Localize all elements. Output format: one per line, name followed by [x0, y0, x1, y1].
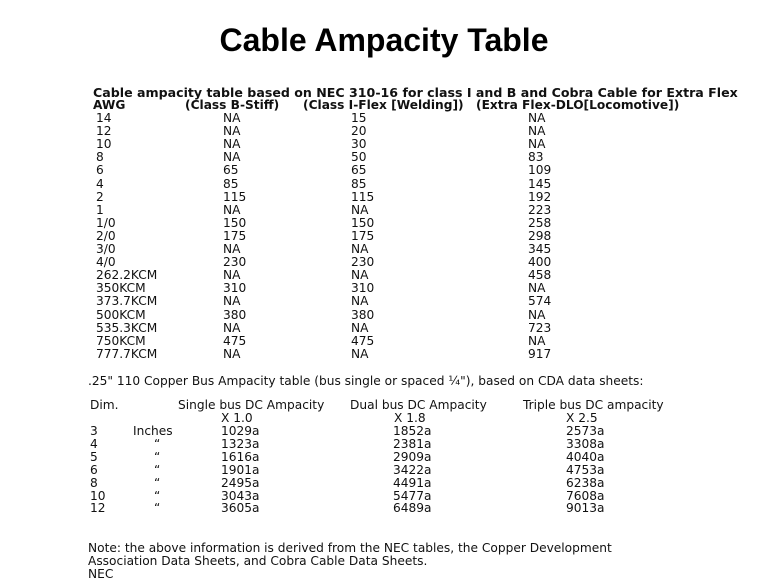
bus-cell-unit: “ — [154, 436, 161, 451]
bus-cell-triple: 7608a — [566, 488, 605, 503]
nec-cell-class-b: NA — [223, 268, 241, 283]
bus-table-header — [88, 398, 728, 411]
nec-table-row — [88, 216, 728, 229]
bus-cell-dual: 4491a — [393, 475, 432, 490]
nec-cell-awg: 777.7KCM — [96, 346, 158, 361]
header-dual: Dual bus DC Ampacity — [350, 398, 487, 412]
nec-cell-dlo: 917 — [528, 346, 552, 361]
nec-cell-dlo: 723 — [528, 320, 552, 335]
note-line-3: NEC — [88, 567, 114, 581]
nec-cell-class-b: NA — [223, 124, 241, 139]
bus-cell-triple: 6238a — [566, 475, 605, 490]
nec-cell-awg: 350KCM — [96, 281, 146, 296]
header-awg: AWG — [93, 98, 126, 112]
bus-cell-unit: “ — [154, 475, 161, 490]
bus-cell-dual: 1852a — [393, 424, 432, 438]
nec-table-row — [88, 229, 728, 242]
header-triple: Triple bus DC ampacity — [523, 398, 664, 412]
nec-cell-class-b: NA — [223, 320, 241, 335]
nec-cell-dlo: NA — [528, 111, 546, 125]
nec-table-row — [88, 255, 728, 268]
nec-cell-awg: 262.2KCM — [96, 268, 158, 283]
nec-table-row — [88, 203, 728, 216]
bus-cell-unit: “ — [154, 501, 161, 516]
note-line-1: Note: the above information is derived from the NEC tables, the Copper Development — [88, 541, 612, 555]
nec-cell-class-i: NA — [351, 294, 369, 309]
bus-cell-single: 1029a — [221, 424, 260, 438]
nec-cell-dlo: 574 — [528, 294, 552, 309]
nec-cell-dlo: NA — [528, 281, 546, 296]
nec-table-row — [88, 242, 728, 255]
nec-cell-class-b: NA — [223, 346, 241, 361]
bus-cell-triple: 3308a — [566, 436, 605, 451]
nec-cell-awg: 3/0 — [96, 242, 116, 256]
nec-cell-dlo: 145 — [528, 176, 552, 191]
bus-cell-dim: 6 — [90, 462, 98, 477]
nec-cell-awg: 2 — [96, 189, 104, 204]
nec-cell-class-i: 65 — [351, 163, 367, 178]
bus-table-row — [88, 476, 728, 489]
nec-cell-dlo: 400 — [528, 255, 552, 270]
nec-cell-class-i: 85 — [351, 176, 367, 191]
header-class-b: (Class B-Stiff) — [185, 98, 280, 112]
nec-cell-dlo: NA — [528, 333, 546, 348]
bus-cell-single: 1616a — [221, 449, 260, 464]
header-dlo: (Extra Flex-DLO[Locomotive]) — [476, 98, 680, 112]
nec-cell-awg: 4/0 — [96, 255, 116, 270]
nec-cell-class-i: NA — [351, 346, 369, 361]
nec-table-row — [88, 163, 728, 176]
nec-cell-class-b: NA — [223, 294, 241, 309]
bus-table-row — [88, 450, 728, 463]
bus-cell-dual: 2381a — [393, 436, 432, 451]
nec-cell-class-i: NA — [351, 320, 369, 335]
nec-cell-awg: 1 — [96, 202, 104, 217]
nec-table-row — [88, 294, 728, 307]
nec-cell-dlo: 192 — [528, 189, 552, 204]
bus-cell-triple: 2573a — [566, 424, 605, 438]
nec-cell-class-b: 175 — [223, 228, 247, 243]
nec-cell-dlo: NA — [528, 124, 546, 139]
bus-cell-dual: 2909a — [393, 449, 432, 464]
nec-cell-awg: 373.7KCM — [96, 294, 158, 309]
bus-table-row — [88, 501, 728, 514]
nec-cell-class-i: 15 — [351, 111, 367, 125]
nec-cell-awg: 8 — [96, 150, 104, 165]
nec-cell-awg: 10 — [96, 137, 112, 152]
nec-cell-class-b: 310 — [223, 281, 247, 296]
nec-table-row — [88, 190, 728, 203]
bus-cell-triple: 4040a — [566, 449, 605, 464]
nec-cell-class-i: 380 — [351, 307, 375, 322]
nec-cell-dlo: 458 — [528, 268, 552, 283]
header-class-i: (Class I-Flex [Welding]) — [303, 98, 464, 112]
bus-cell-dual: 5477a — [393, 488, 432, 503]
nec-cell-class-i: 30 — [351, 137, 367, 152]
bus-cell-unit: “ — [154, 449, 161, 464]
nec-cell-dlo: 83 — [528, 150, 544, 165]
nec-cell-dlo: 345 — [528, 242, 552, 256]
nec-cell-class-b: 475 — [223, 333, 247, 348]
nec-cell-class-i: 150 — [351, 215, 375, 230]
nec-table-row — [88, 177, 728, 190]
bus-cell-unit: “ — [154, 462, 161, 477]
bus-cell-single: 1323a — [221, 436, 260, 451]
bus-cell-dim: 8 — [90, 475, 98, 490]
nec-cell-awg: 4 — [96, 176, 104, 191]
nec-cell-class-i: 50 — [351, 150, 367, 165]
nec-table-row — [88, 347, 728, 360]
bus-table-row — [88, 463, 728, 476]
nec-cell-class-i: 20 — [351, 124, 367, 139]
nec-cell-class-b: 230 — [223, 255, 247, 270]
bus-table-row — [88, 489, 728, 502]
nec-cell-class-b: 115 — [223, 189, 247, 204]
nec-table-header — [88, 98, 728, 111]
nec-cell-awg: 500KCM — [96, 307, 146, 322]
nec-cell-dlo: 109 — [528, 163, 552, 178]
nec-cell-awg: 14 — [96, 111, 112, 125]
nec-cell-awg: 535.3KCM — [96, 320, 158, 335]
bus-cell-single: 3043a — [221, 488, 260, 503]
nec-table-row — [88, 308, 728, 321]
nec-cell-class-i: 310 — [351, 281, 375, 296]
nec-cell-awg: 750KCM — [96, 333, 146, 348]
page-title: Cable Ampacity Table — [219, 22, 549, 58]
bus-cell-triple: 9013a — [566, 501, 605, 516]
bus-cell-dim: 4 — [90, 436, 98, 451]
nec-cell-dlo: 223 — [528, 202, 552, 217]
nec-cell-class-i: NA — [351, 242, 369, 256]
nec-table-row — [88, 281, 728, 294]
bus-cell-single: 1901a — [221, 462, 260, 477]
bus-table-row — [88, 437, 728, 450]
bus-cell-unit: Inches — [133, 424, 173, 438]
note-line-2: Association Data Sheets, and Cobra Cable Data Sheets. — [88, 554, 428, 568]
bus-cell-dual: 6489a — [393, 501, 432, 516]
nec-cell-class-b: 150 — [223, 215, 247, 230]
multiplier-single: X 1.0 — [221, 411, 253, 425]
header-dim: Dim. — [90, 398, 119, 412]
bus-table-caption: .25" 110 Copper Bus Ampacity table (bus single or spaced ¼"), based on CDA data sheets: — [88, 374, 644, 388]
nec-cell-class-b: NA — [223, 137, 241, 152]
nec-cell-class-b: NA — [223, 202, 241, 217]
nec-cell-dlo: NA — [528, 307, 546, 322]
nec-cell-dlo: 258 — [528, 215, 552, 230]
multiplier-triple: X 2.5 — [566, 411, 598, 425]
nec-cell-awg: 12 — [96, 124, 112, 139]
nec-table-row — [88, 150, 728, 163]
nec-cell-awg: 1/0 — [96, 215, 116, 230]
multiplier-dual: X 1.8 — [394, 411, 426, 425]
nec-table-row — [88, 321, 728, 334]
nec-table-caption: Cable ampacity table based on NEC 310-16 for class I and B and Cobra Cable for Extra Flex — [93, 85, 738, 100]
nec-cell-class-i: 475 — [351, 333, 375, 348]
bus-cell-single: 2495a — [221, 475, 260, 490]
nec-cell-class-i: NA — [351, 268, 369, 283]
nec-table-row — [88, 137, 728, 150]
nec-table-row — [88, 124, 728, 137]
nec-cell-class-b: 85 — [223, 176, 239, 191]
bus-cell-dim: 10 — [90, 488, 106, 503]
nec-table-row — [88, 111, 728, 124]
nec-cell-class-i: 230 — [351, 255, 375, 270]
nec-cell-class-i: 115 — [351, 189, 375, 204]
nec-table-row — [88, 268, 728, 281]
nec-cell-dlo: 298 — [528, 228, 552, 243]
scanned-document — [88, 78, 738, 581]
nec-cell-class-i: NA — [351, 202, 369, 217]
nec-cell-dlo: NA — [528, 137, 546, 152]
nec-table-row — [88, 334, 728, 347]
bus-cell-single: 3605a — [221, 501, 260, 516]
bus-cell-unit: “ — [154, 488, 161, 503]
bus-cell-dim: 12 — [90, 501, 106, 516]
bus-cell-dim: 5 — [90, 449, 98, 464]
bus-cell-triple: 4753a — [566, 462, 605, 477]
header-single: Single bus DC Ampacity — [178, 398, 325, 412]
nec-cell-awg: 6 — [96, 163, 104, 178]
nec-cell-class-b: 380 — [223, 307, 247, 322]
bus-cell-dim: 3 — [90, 424, 98, 438]
bus-cell-dual: 3422a — [393, 462, 432, 477]
bus-table-row — [88, 424, 728, 437]
nec-cell-class-b: NA — [223, 150, 241, 165]
nec-cell-awg: 2/0 — [96, 228, 116, 243]
nec-cell-class-b: NA — [223, 111, 241, 125]
bus-table-multipliers — [88, 411, 728, 424]
nec-cell-class-b: NA — [223, 242, 241, 256]
nec-cell-class-i: 175 — [351, 228, 375, 243]
nec-cell-class-b: 65 — [223, 163, 239, 178]
